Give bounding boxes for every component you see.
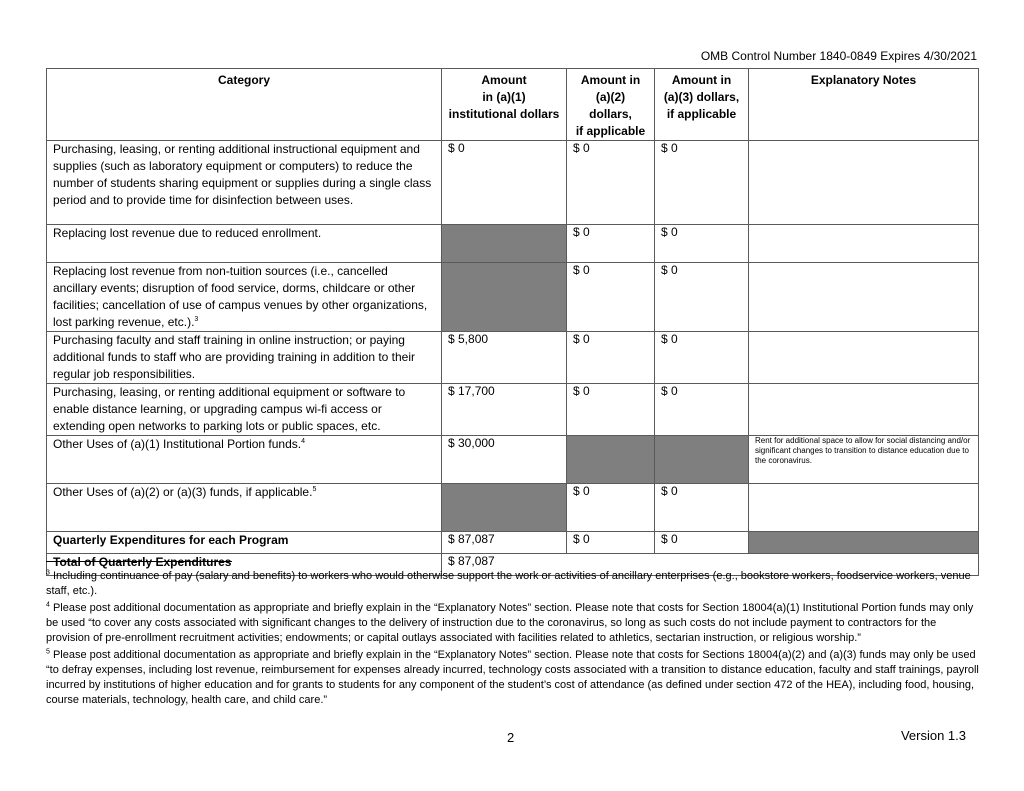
shaded-cell [442,263,567,332]
row-notes [749,263,979,332]
table-row [47,263,979,332]
expenditure-table [46,68,979,576]
row-amount-a2: $ 0 [567,384,655,436]
footnote-ref: 3 [194,316,199,323]
header-amount-a3: Amount in (a)(3) dollars, if applicable [655,69,749,141]
table-row [47,436,979,484]
table-row [47,384,979,436]
page-number: 2 [507,730,515,745]
table-row [47,141,979,225]
row-category: Quarterly Expenditures for each Program [47,532,442,554]
omb-control-number: OMB Control Number 1840-0849 Expires 4/30/2021 [700,49,977,63]
table-header-row [47,69,979,141]
row-amount-a2: $ 0 [567,263,655,332]
shaded-cell [655,436,749,484]
footnote-3: $^3$ Including continuance of pay (salary and benefits) to workers who would otherwise support the work or activities of ancillary enterprises (e.g., bookstore workers, foodservice workers, venue staff, etc.). [46,569,971,597]
row-amount-a3: $ 0 [655,484,749,532]
row-amount-a2: $ 0 [567,332,655,384]
row-notes [749,384,979,436]
row-notes [749,225,979,263]
footnote-ref: 5 [312,486,317,493]
row-amount-a2: $ 0 [567,532,655,554]
row-amount-a3: $ 0 [655,332,749,384]
header-explanatory-notes: Explanatory Notes [749,69,979,141]
row-notes [749,141,979,225]
row-amount-a3: $ 0 [655,384,749,436]
row-category: Total of Quarterly Expenditures [47,554,442,576]
shaded-cell [442,484,567,532]
header-category: Category [47,69,442,141]
program-total-row [47,532,979,554]
row-amount-a1: $ 5,800 [442,332,567,384]
footnote-5: $^5$ Please post additional documentation as appropriate and briefly explain in the “Explanatory Notes” section. Please note that costs for Sections 18004(a)(2) and (a)(3) funds may only be used “to defray expenses, including lost revenue, reimbursement for expenses already incurred, technology costs associated with a transition to distance education, faculty and staff trainings, payroll incurred by institutions of higher education and for grants to students for any component of the student’s cost of attendance (as defined under section 472 of the HEA), including food, housing, course materials, technology, health care, and child care.” [46,648,979,706]
row-amount-a2: $ 0 [567,141,655,225]
row-amount-a1: $ 87,087 [442,532,567,554]
row-category: Other Uses of (a)(1) Institutional Portion funds.$^4$ [47,436,442,484]
footnote-ref: 4 [301,438,306,445]
row-amount-total: $ 87,087 [442,554,979,576]
row-amount-a1: $ 17,700 [442,384,567,436]
version-label: Version 1.3 [900,728,966,743]
row-category: Replacing lost revenue due to reduced enrollment. [47,225,442,263]
row-amount-a1: $ 0 [442,141,567,225]
row-amount-a3: $ 0 [655,263,749,332]
table-row [47,225,979,263]
row-category: Replacing lost revenue from non-tuition sources (i.e., cancelled ancillary events; disruption of food service, dorms, childcare or other facilities; cancellation of use of campus venues by other organizations, lost parking revenue, etc.).$^3$ [47,263,442,332]
table-row [47,484,979,532]
row-notes [749,484,979,532]
row-category: Purchasing faculty and staff training in online instruction; or paying additional funds to staff who are providing training in addition to their regular job responsibilities. [47,332,442,384]
footnotes [46,569,981,710]
row-notes [749,332,979,384]
row-amount-a2: $ 0 [567,484,655,532]
shaded-cell [567,436,655,484]
row-amount-a3: $ 0 [655,532,749,554]
row-amount-a3: $ 0 [655,141,749,225]
header-amount-a2: Amount in (a)(2) dollars, if applicable [567,69,655,141]
shaded-cell [442,225,567,263]
shaded-cell [749,532,979,554]
row-notes: Rent for additional space to allow for social distancing and/or significant changes to transition to distance education due to the coronavirus. [749,436,979,484]
table-row [47,332,979,384]
row-amount-a3: $ 0 [655,225,749,263]
row-category: Purchasing, leasing, or renting additional instructional equipment and supplies (such as laboratory equipment or computers) to reduce the number of students sharing equipment or supplies during a single class period and to provide time for disinfection between uses. [47,141,442,225]
row-amount-a2: $ 0 [567,225,655,263]
header-amount-a1: Amount in (a)(1) institutional dollars [442,69,567,141]
footnote-4: $^4$ Please post additional documentation as appropriate and briefly explain in the “Explanatory Notes” section. Please note that costs for Section 18004(a)(1) Institutional Portion funds may only be used “to cover any costs associated with significant changes to the delivery of instruction due to the coronavirus, so long as such costs do not include payment to contractors for the provision of pre-enrollment recruitment activities; endowments; or capital outlays associated with facilities related to athletics, sectarian instruction, or religious worship.” [46,601,974,644]
row-amount-a1: $ 30,000 [442,436,567,484]
footnote-divider [46,561,232,562]
row-category: Other Uses of (a)(2) or (a)(3) funds, if applicable.$^5$ [47,484,442,532]
row-category: Purchasing, leasing, or renting additional equipment or software to enable distance learning, or upgrading campus wi-fi access or extending open networks to parking lots or public spaces, etc. [47,384,442,436]
